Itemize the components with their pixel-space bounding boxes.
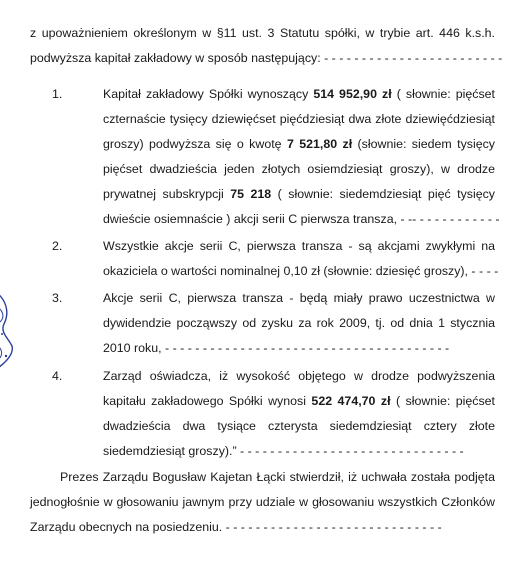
closing-line-2: jednogłośnie w głosowaniu jawnym przy udziale w głosowaniu wszystkich Członków (30, 495, 495, 509)
stamp-fragment (0, 286, 18, 372)
intro-line-1: z upoważnieniem określonym w §11 ust. 3 Statutu spółki, w trybie art. 446 k.s.h. (30, 26, 495, 40)
item-number: 1. (52, 87, 63, 101)
item-4-line-1: Zarząd oświadcza, iż wysokość objętego w drodze podwyższenia (103, 369, 495, 383)
item-3-line-3: 2010 roku, - - - - - - - - - - - - - - - - - - - - - - - - - - - - - - - - - - - - - - (103, 341, 450, 355)
item-1-line-5: prywatnej subskrypcji 75 218 ( słownie: siedemdziesiąt pięć tysięcy (103, 187, 495, 201)
item-3-line-1: Akcje serii C, pierwsza transza - będą miały prawo uczestnictwa w (103, 291, 495, 305)
item-number: 2. (52, 239, 63, 253)
item-1-line-1: Kapitał zakładowy Spółki wynoszący 514 952,90 zł ( słownie: pięćset (103, 87, 495, 101)
item-4-line-3: dwadzieścia dwa tysiące czterysta siedemdziesiąt cztery złote (103, 419, 495, 433)
item-1-line-4: pięćset dwadzieścia jeden złotych osiemdziesiąt groszy), w drodze (103, 162, 495, 176)
closing-line-3: Zarządu obecnych na posiedzeniu. - - - - - - - - - - - - - - - - - - - - - - - - - - - - - (30, 520, 442, 534)
item-4-line-2: kapitału zakładowego Spółki wynosi 522 474,70 zł ( słownie: pięćset (103, 394, 495, 408)
item-1-line-3: groszy) podwyższa się o kwotę 7 521,80 zł (słownie: siedem tysięcy (103, 137, 495, 151)
item-3-line-2: dywidendzie począwszy od zysku za rok 2009, tj. od dnia 1 stycznia (103, 316, 495, 330)
item-1-line-6: dwieście osiemnaście ) akcji serii C pierwsza transza, - -- - - - - - - - - - - - (103, 212, 500, 226)
item-2-line-2: okaziciela o wartości nominalnej 0,10 zł (słownie: dziesięć groszy), - - - - (103, 264, 499, 278)
item-1-line-2: czternaście tysięcy dziewięćset pięćdziesiąt dwa złote dziewięćdziesiąt (103, 112, 495, 126)
item-number: 3. (52, 291, 63, 305)
closing-line-1: Prezes Zarządu Bogusław Kajetan Łącki stwierdził, iż uchwała została podjęta (60, 470, 495, 484)
item-4-line-4: siedemdziesiąt groszy).” - - - - - - - - - - - - - - - - - - - - - - - - - - - - - - (103, 444, 464, 458)
item-2-line-1: Wszystkie akcje serii C, pierwsza transza - są akcjami zwykłymi na (103, 239, 495, 253)
item-number: 4. (52, 369, 63, 383)
intro-line-2: podwyższa kapitał zakładowy w sposób następujący: - - - - - - - - - - - - - - - - - - - - - - - - (30, 51, 503, 65)
